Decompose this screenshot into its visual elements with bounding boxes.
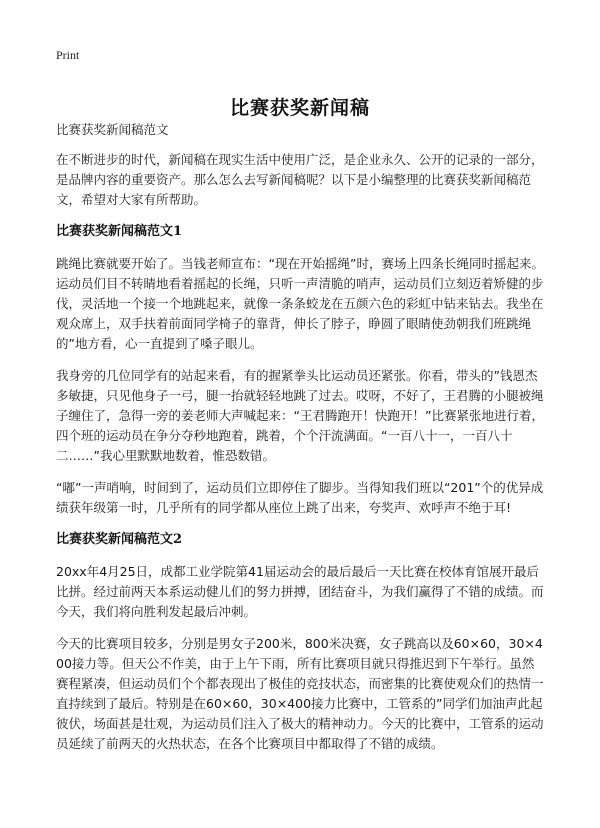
section-2-heading: 比赛获奖新闻稿范文2 [56, 532, 183, 547]
intro-paragraph: 在不断进步的时代，新闻稿在现实生活中使用广泛，是企业永久、公开的记录的一部分，是品牌内容的重要资产。那么怎么去写新闻稿呢？以下是小编整理的比赛获奖新闻稿范文，希望对大家有所帮助。 [56, 152, 544, 207]
section-2-paragraph-1: 20xx年4月25日，成都工业学院第41届运动会的最后最后一天比赛在校体育馆展开最后比拼。经过前两天本系运动健儿们的努力拼搏，团结奋斗，为我们赢得了不错的成绩。而今天，我们将向胜利发起最后冲刺。 [56, 564, 544, 619]
section-1-paragraph-2: 我身旁的几位同学有的站起来看，有的握紧拳头比运动员还紧张。你看，带头的”钱恩杰多敏捷，只见他身子一弓，腿一抬就轻轻地跳了过去。哎呀，不好了，王君腾的小腿被绳子缠住了，急得一旁的姜老师大声喊起来：“王君腾跑开！快跑开！”比赛紧张地进行着，四个班的运动员在争分夺秒地跑着，跳着，个个汗流满面。“一百八十一，一百八十二……”我心里默默地数着，惟恐数错。 [56, 368, 544, 463]
print-label: Print [56, 48, 80, 62]
page-title: 比赛获奖新闻稿 [229, 96, 370, 119]
section-1-heading: 比赛获奖新闻稿范文1 [56, 224, 183, 239]
article-body [56, 120, 546, 766]
article-subtitle: 比赛获奖新闻稿范文 [56, 122, 169, 137]
section-1-paragraph-3: “嘟”一声哨响，时间到了，运动员们立即停住了脚步。当得知我们班以“201”个的优异成绩获年级第一时，几乎所有的同学都从座位上跳了出来，夸奖声、欢呼声不绝于耳! [56, 480, 544, 515]
section-1-paragraph-1: 跳绳比赛就要开始了。当钱老师宣布：“现在开始摇绳”时，赛场上四条长绳同时摇起来。运动员们目不转睛地看着摇起的长绳，只听一声清脆的哨声，运动员们立刻迈着矫健的步伐，灵活地一个接一个地跳起来，就像一条条蛟龙在五颜六色的彩虹中钻来钻去。我坐在观众席上，双手扶着前面同学椅子的靠背，伸长了脖子，睁圆了眼睛使劲朝我们班跳绳的”地方看，心一直提到了嗓子眼儿。 [56, 256, 544, 351]
section-2-paragraph-2: 今天的比赛项目较多，分别是男女子200米，800米决赛，女子跳高以及60×60，30×400接力等。但天公不作美，由于上午下雨，所有比赛项目就只得推迟到下午举行。虽然赛程紧凑，但运动员们个个都表现出了极佳的竞技状态，而密集的比赛使观众们的热情一直持续到了最后。特别是在60×60，30×400接力比赛中，工管系的”同学们加油声此起彼伏，场面甚是壮观，为运动员们注入了极大的精神动力。今天的比赛中，工管系的运动员延续了前两天的火热状态，在各个比赛项目中都取得了不错的成绩。 [56, 636, 544, 751]
